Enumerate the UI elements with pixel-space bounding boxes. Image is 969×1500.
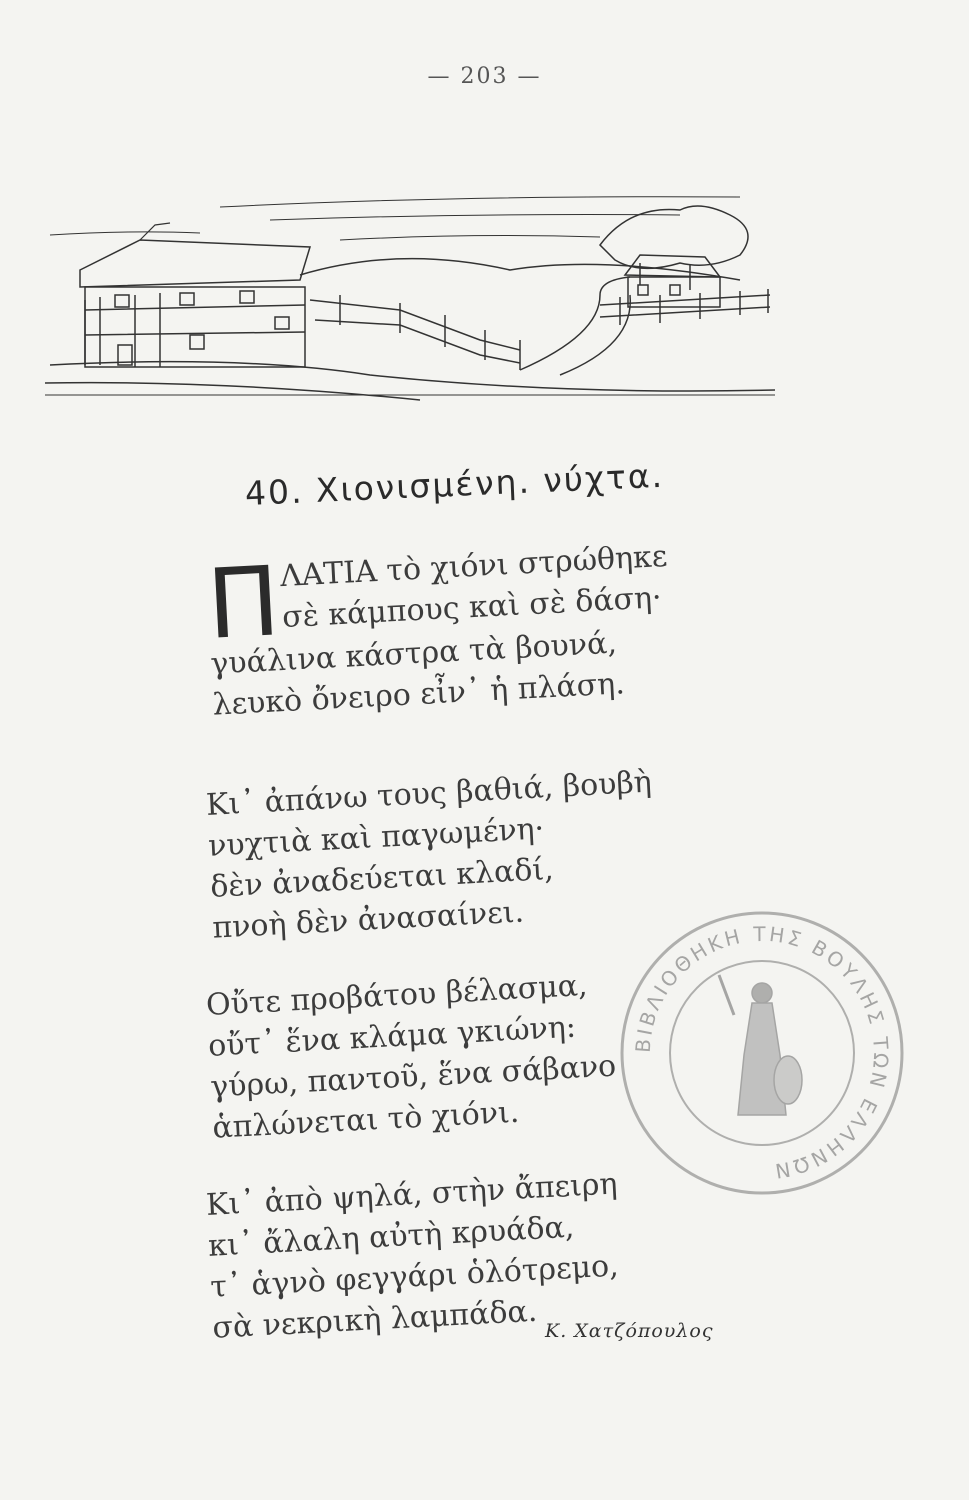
stamp-ring-text: ΒΙΒΛΙΟΘΗΚΗ ΤΗΣ ΒΟΥΛΗΣ ΤΩΝ ΕΛΛΗΝΩΝ: [630, 921, 894, 1184]
stanza-2: [205, 762, 659, 949]
poem-line: γυάλινα κάστρα τὰ βουνά,: [209, 625, 618, 682]
poem-line: πνοὴ δὲν ἀνασαίνει.: [211, 894, 525, 946]
poem-line: οὔτ᾽ ἕνα κλάμα γκιώνη:: [207, 1009, 577, 1064]
page-number: — 203 —: [427, 64, 542, 89]
poem-line: σὲ κάμπους καὶ σὲ δάση·: [281, 580, 663, 636]
poem-line: ἁπλώνεται τὸ χιόνι.: [211, 1094, 521, 1146]
poem-line: Οὔτε προβάτου βέλασμα,: [205, 968, 589, 1023]
poem-line: ΛΑΤΙΑ τὸ χιόνι στρώθηκε: [279, 538, 669, 595]
poem-author: Κ. Χατζόπουλος: [545, 1320, 714, 1342]
snowy-village-illustration: [40, 185, 780, 410]
poem-line: νυχτιὰ καὶ παγωμένη·: [207, 811, 545, 864]
stanza-1: [204, 538, 669, 725]
poem-line: Κι᾽ ἀπάνω τους βαθιά, βουβὴ: [205, 764, 653, 823]
poem-line: κι᾽ ἄλαλη αὐτὴ κρυάδα,: [207, 1209, 576, 1264]
stanza-3: [205, 964, 619, 1149]
poem-line: δὲν ἀναδεύεται κλαδί,: [209, 851, 555, 905]
poem-heading: 40. Χιονισμένη. νύχτα.: [244, 455, 665, 513]
poem-line: Κι᾽ ἀπὸ ψηλά, στὴν ἄπειρη: [205, 1166, 619, 1223]
poem-line: λευκὸ ὄνειρο εἶν᾽ ἡ πλάση.: [211, 666, 626, 723]
library-stamp: [614, 905, 910, 1201]
poem-line: σὰ νεκρικὴ λαμπάδα.: [211, 1293, 539, 1346]
poem-line: τ᾽ ἁγνὸ φεγγάρι ὁλότρεμο,: [209, 1248, 620, 1305]
drop-cap: Π: [204, 545, 283, 661]
poem-line: γύρω, παντοῦ, ἕνα σάβανο: [209, 1048, 618, 1105]
